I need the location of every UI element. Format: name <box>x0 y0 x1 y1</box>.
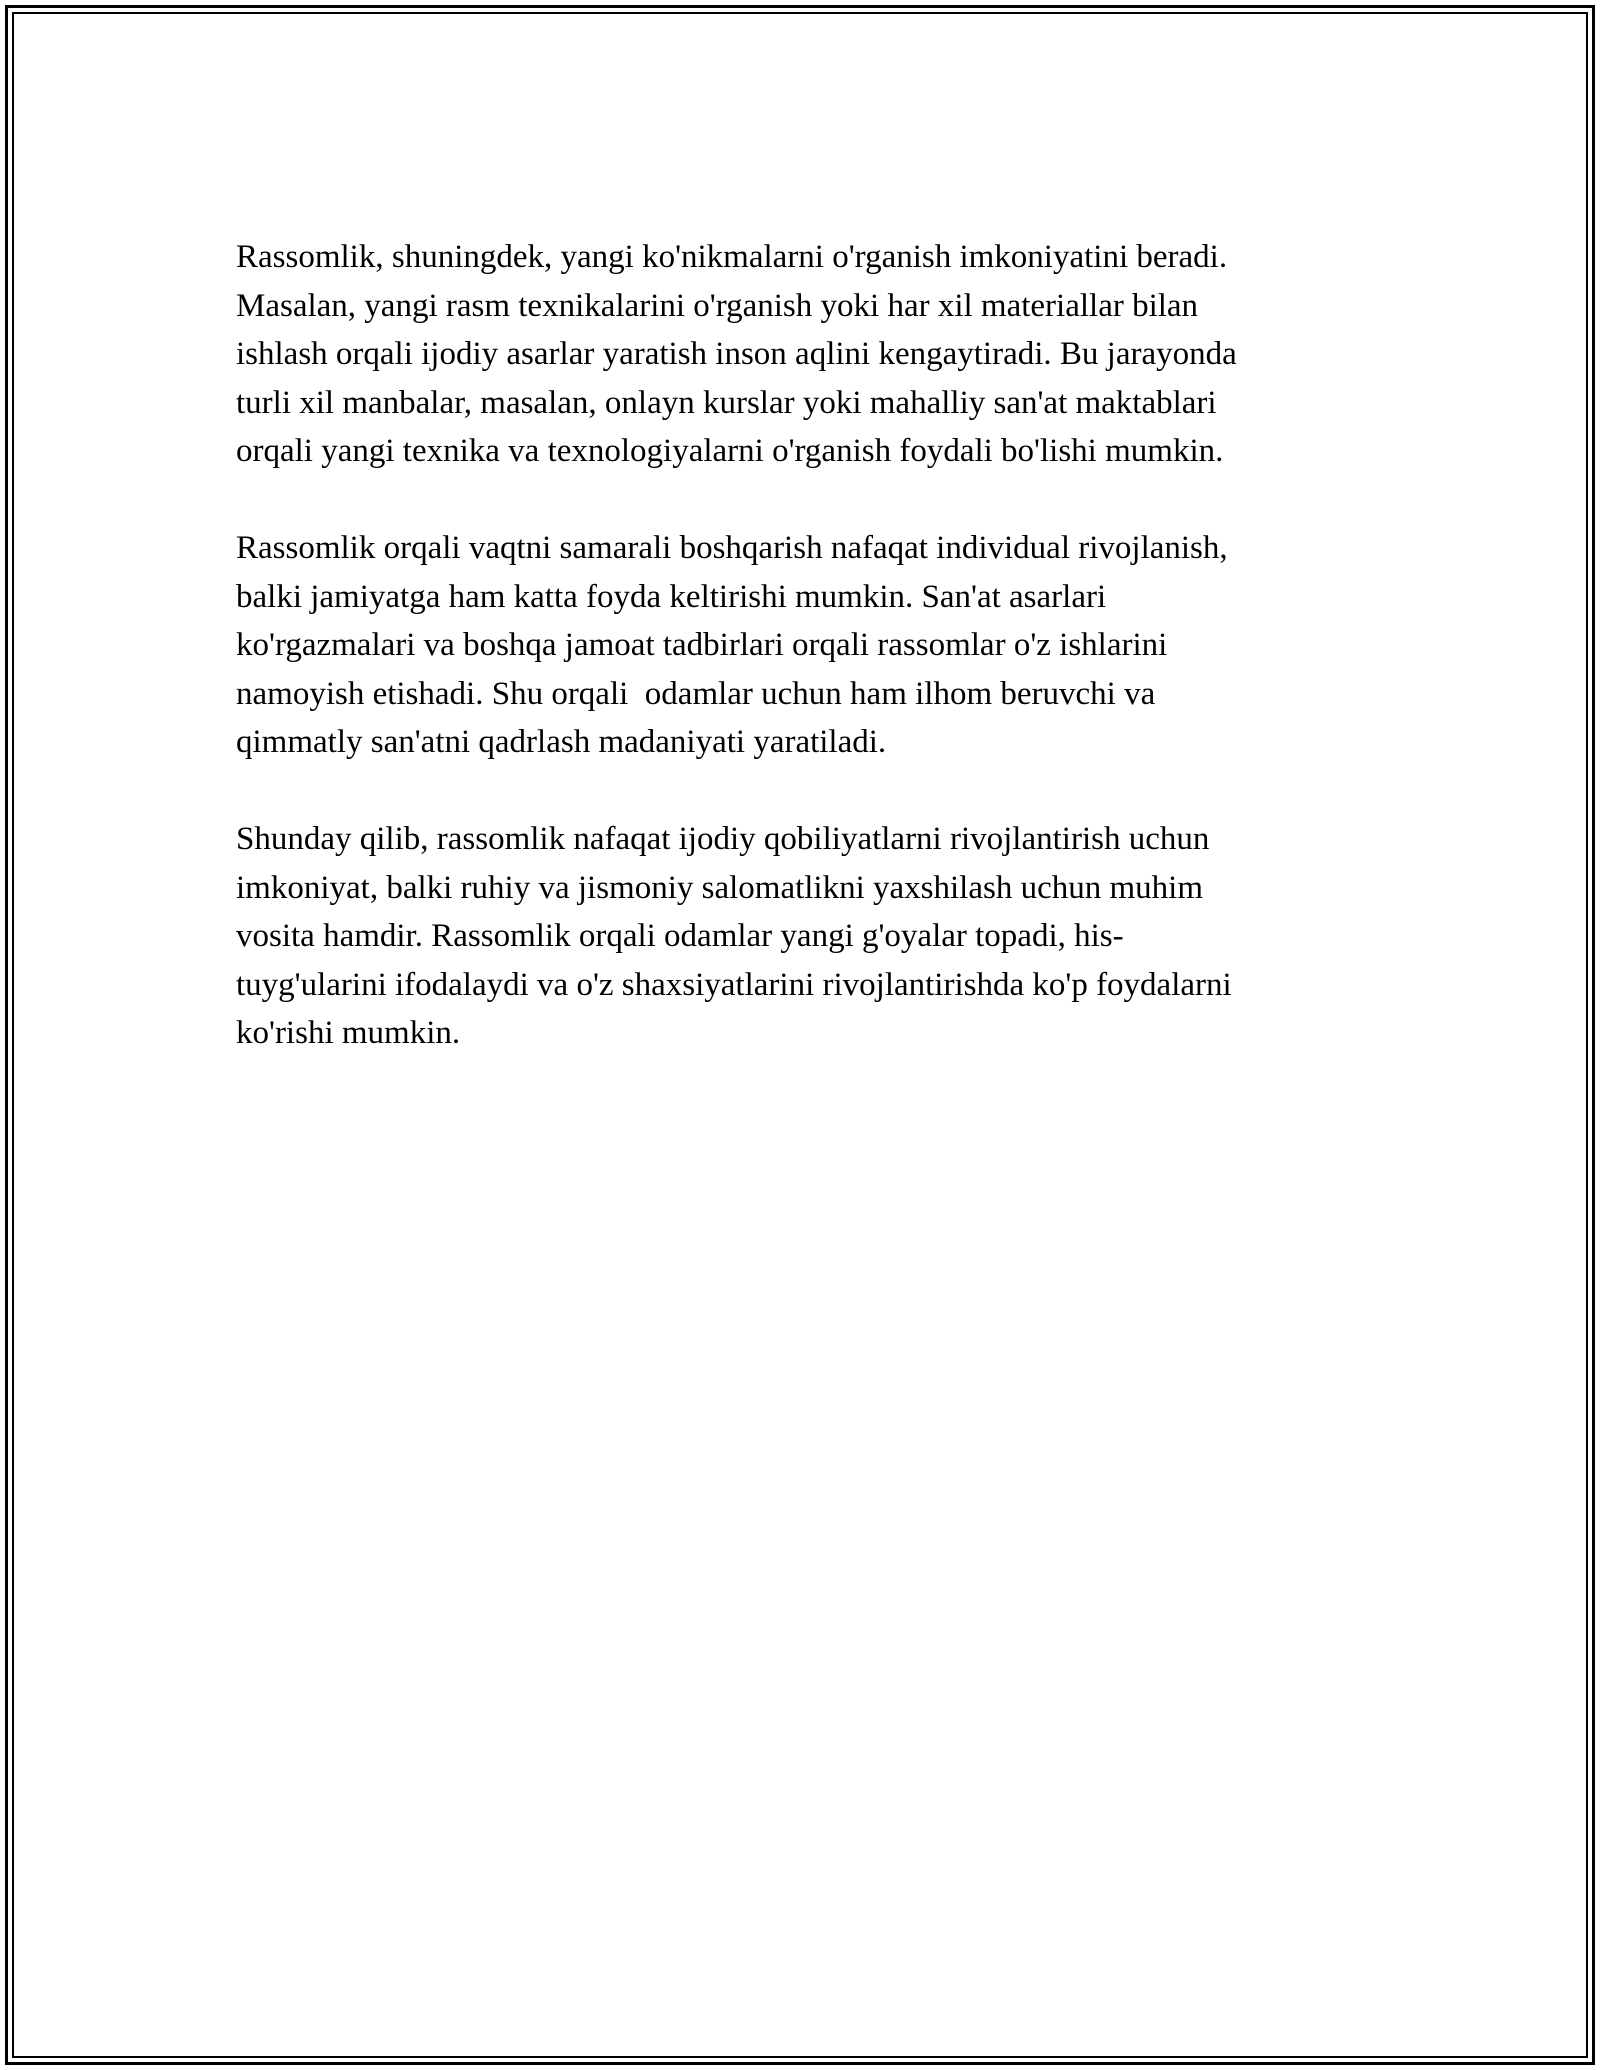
text-line: imkoniyat, balki ruhiy va jismoniy salomatlikni yaxshilash uchun muhim <box>236 869 1203 906</box>
text-line: ishlash orqali ijodiy asarlar yaratish inson aqlini kengaytiradi. Bu jarayonda <box>236 336 1237 372</box>
text-line: ko'rgazmalari va boshqa jamoat tadbirlari orqali rassomlar o'z ishlarini <box>236 627 1168 663</box>
document-body <box>236 233 1366 1058</box>
text-line: turli xil manbalar, masalan, onlayn kurslar yoki mahalliy san'at maktablari <box>236 384 1217 421</box>
text-line: ko'rishi mumkin. <box>236 1015 461 1051</box>
text-line: Masalan, yangi rasm texnikalarini o'rganish yoki har xil materiallar bilan <box>236 287 1199 324</box>
text-line: balki jamiyatga ham katta foyda keltirishi mumkin. San'at asarlari <box>236 578 1107 615</box>
text-line: namoyish etishadi. Shu orqali odamlar uchun ham ilhom beruvchi va <box>236 675 1156 712</box>
text-line: orqali yangi texnika va texnologiyalarni o'rganish foydali bo'lishi mumkin. <box>236 433 1224 469</box>
paragraph-2 <box>236 524 1366 767</box>
text-line: qimmatly san'atni qadrlash madaniyati yaratiladi. <box>236 724 887 760</box>
text-line: Shunday qilib, rassomlik nafaqat ijodiy qobiliyatlarni rivojlantirish uchun <box>236 821 1210 857</box>
text-line: vosita hamdir. Rassomlik orqali odamlar yangi g'oyalar topadi, his- <box>236 918 1124 954</box>
paragraph-1 <box>236 233 1366 476</box>
text-line: tuyg'ularini ifodalaydi va o'z shaxsiyatlarini rivojlantirishda ko'p foydalarni <box>236 966 1232 1003</box>
text-line: Rassomlik, shuningdek, yangi ko'nikmalarni o'rganish imkoniyatini beradi. <box>236 239 1228 275</box>
paragraph-3 <box>236 815 1366 1058</box>
text-line: Rassomlik orqali vaqtni samarali boshqarish nafaqat individual rivojlanish, <box>236 530 1228 566</box>
